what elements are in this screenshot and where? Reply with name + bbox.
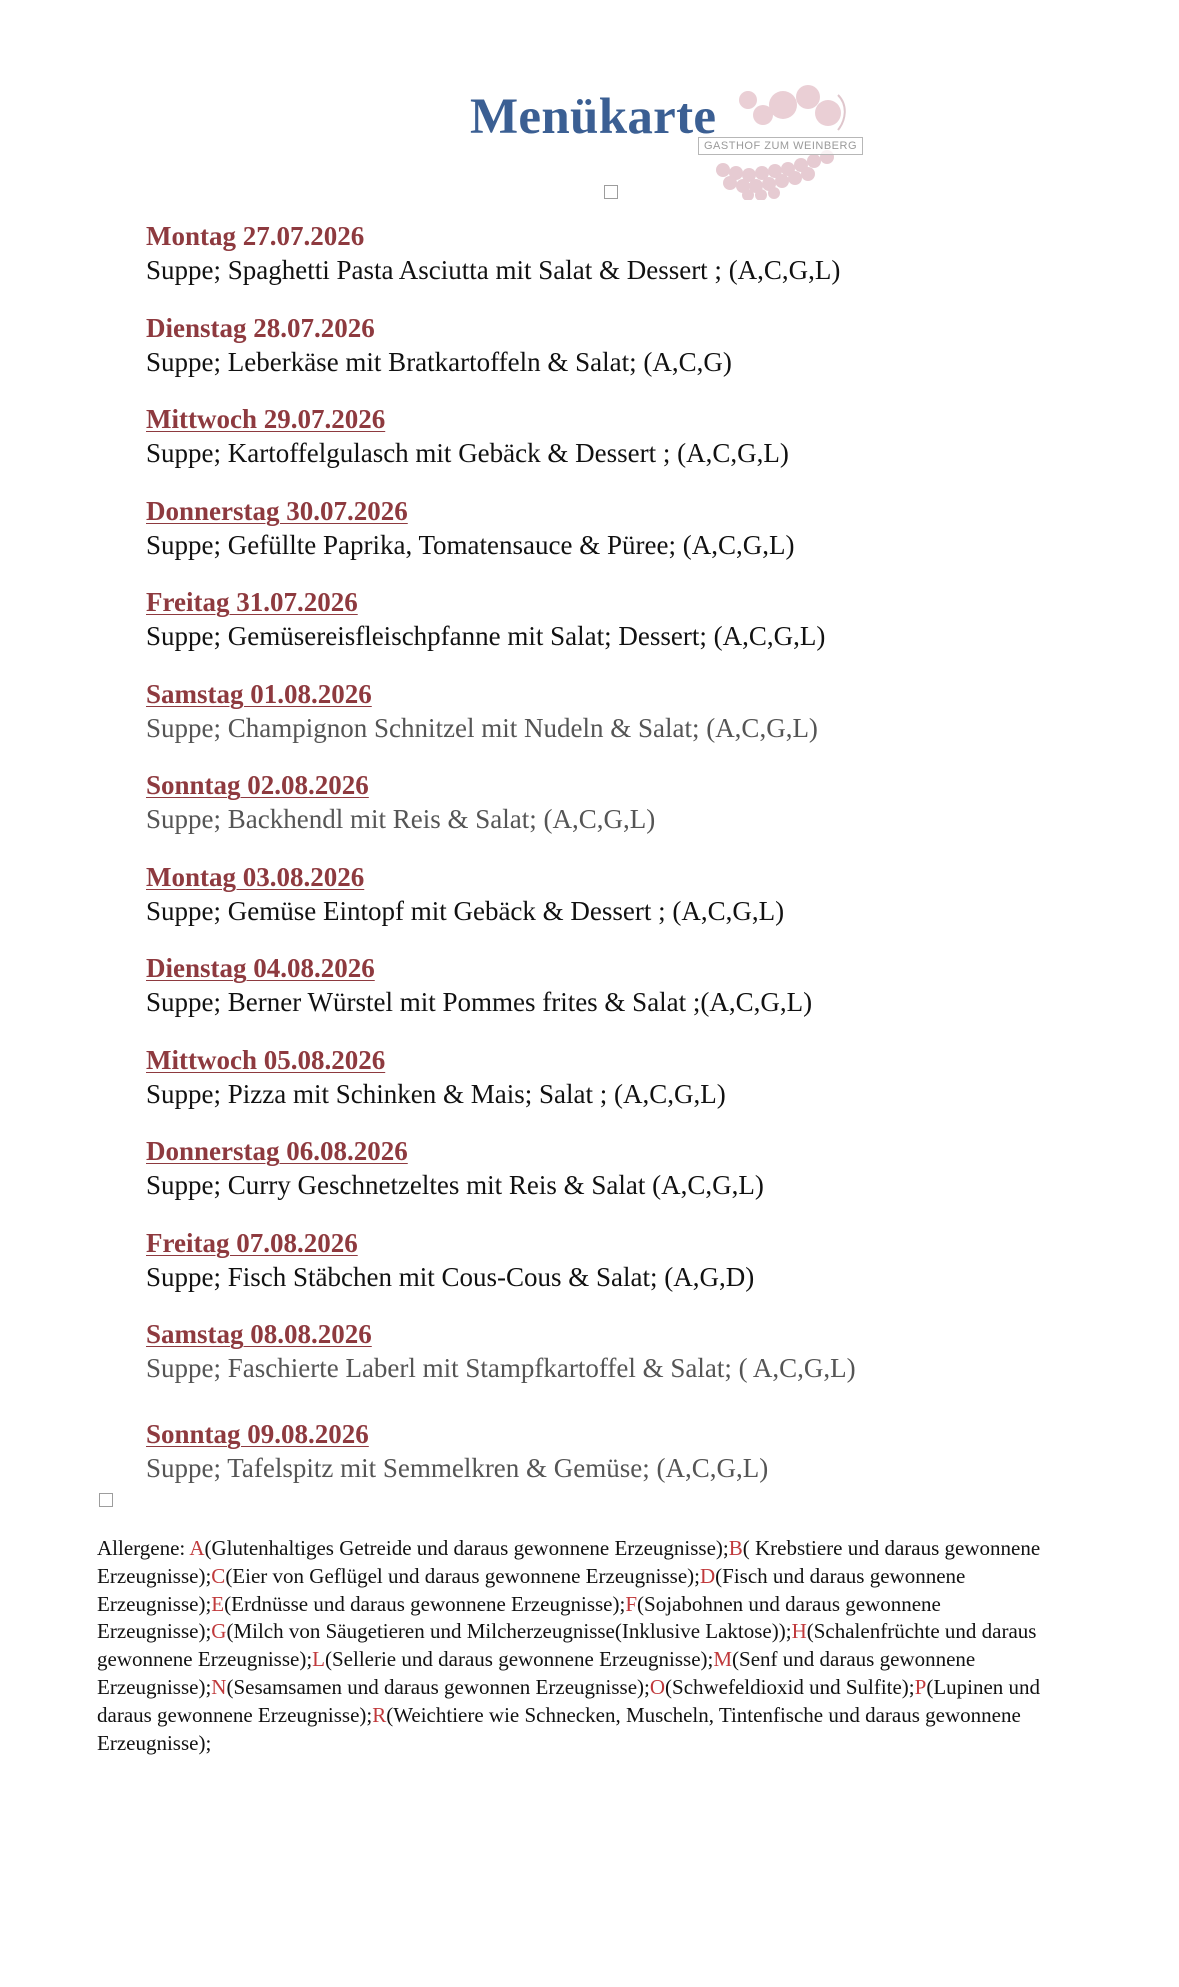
- dish-text: Suppe; Backhendl mit Reis & Salat; (A,C,G,L): [146, 804, 656, 834]
- allergen-description: (Senf und daraus gewonnene Erzeugnisse);: [97, 1647, 976, 1699]
- dish-text: Suppe; Champignon Schnitzel mit Nudeln & Salat; (A,C,G,L): [146, 712, 818, 743]
- dish-text: Suppe; Pizza mit Schinken & Mais; Salat ; (A,C,G,L): [146, 1078, 726, 1109]
- page-title: Menükarte: [470, 89, 717, 145]
- allergen-description: (Erdnüsse und daraus gewonnene Erzeugnisse);: [224, 1591, 626, 1616]
- day-label: Dienstag 28.07.2026: [146, 312, 375, 343]
- allergen-description: (Schalenfrüchte und daraus gewonnene Erzeugnisse);: [97, 1619, 1037, 1672]
- logo-text: GASTHOF ZUM WEINBERG: [698, 137, 863, 155]
- allergen-letter: P: [914, 1674, 927, 1699]
- allergen-letter: L: [312, 1647, 325, 1672]
- allergen-description: (Schwefeldioxid und Sulfite);: [665, 1674, 915, 1699]
- dish-text: Suppe; Gemüse Eintopf mit Gebäck & Dessert ; (A,C,G,L): [146, 895, 785, 926]
- allergen-letter: N: [211, 1674, 227, 1699]
- day-entry: [146, 861, 1106, 953]
- day-label: Mittwoch 05.08.2026: [146, 1044, 386, 1075]
- menu-list: [146, 220, 1106, 1509]
- day-label: Donnerstag 06.08.2026: [146, 1136, 408, 1166]
- day-label: Mittwoch 29.07.2026: [146, 404, 386, 434]
- allergen-letter: A: [189, 1536, 205, 1560]
- day-label: Samstag 01.08.2026: [146, 678, 372, 709]
- allergen-letter: F: [625, 1591, 638, 1616]
- day-entry: [146, 678, 1106, 770]
- day-label: Samstag 08.08.2026: [146, 1319, 372, 1349]
- day-label: Freitag 31.07.2026: [146, 587, 358, 617]
- allergen-letter: R: [372, 1702, 387, 1727]
- allergen-description: (Eier von Geflügel und daraus gewonnene Erzeugnisse);: [225, 1563, 700, 1588]
- day-label: Montag 27.07.2026: [146, 221, 365, 251]
- day-label: Donnerstag 30.07.2026: [146, 495, 408, 526]
- placeholder-box-top: [604, 185, 618, 199]
- day-label: Sonntag 09.08.2026: [146, 1418, 369, 1449]
- allergen-description: (Sesamsamen und daraus gewonnen Erzeugnisse);: [226, 1674, 650, 1699]
- day-entry: [146, 586, 1106, 678]
- day-entry: [146, 952, 1106, 1044]
- allergen-letter: D: [699, 1563, 716, 1588]
- allergen-letter: B: [728, 1536, 743, 1560]
- day-entry: [146, 220, 1106, 312]
- allergen-description: (Milch von Säugetieren und Milcherzeugnisse(Inklusive Laktose));: [226, 1619, 792, 1644]
- dish-text: Suppe; Faschierte Laberl mit Stampfkartoffel & Salat; ( A,C,G,L): [146, 1353, 856, 1383]
- day-label: Dienstag 04.08.2026: [146, 953, 375, 983]
- day-entry: [146, 495, 1106, 587]
- dish-text: Suppe; Tafelspitz mit Semmelkren & Gemüse; (A,C,G,L): [146, 1452, 769, 1483]
- day-entry: [146, 1318, 1106, 1410]
- allergen-letter: M: [713, 1647, 733, 1672]
- allergen-description: (Fisch und daraus gewonnene Erzeugnisse);: [97, 1563, 966, 1616]
- allergen-description: ( Krebstiere und daraus gewonnene Erzeugnisse);: [97, 1536, 1041, 1588]
- dish-text: Suppe; Fisch Stäbchen mit Cous-Cous & Salat; (A,G,D): [146, 1261, 755, 1292]
- day-label: Freitag 07.08.2026: [146, 1227, 358, 1258]
- allergen-prefix: Allergene:: [97, 1536, 190, 1560]
- dish-text: Suppe; Gemüsereisfleischpfanne mit Salat; Dessert; (A,C,G,L): [146, 621, 826, 651]
- allergen-letter: H: [791, 1619, 807, 1644]
- dish-text: Suppe; Kartoffelgulasch mit Gebäck & Dessert ; (A,C,G,L): [146, 438, 789, 468]
- allergen-description: (Lupinen und daraus gewonnene Erzeugnisse);: [97, 1674, 1041, 1727]
- allergen-description: (Sojabohnen und daraus gewonnene Erzeugnisse);: [97, 1591, 941, 1644]
- allergen-letter: G: [211, 1619, 227, 1644]
- day-label: Sonntag 02.08.2026: [146, 770, 369, 800]
- allergen-description: (Sellerie und daraus gewonnene Erzeugnisse);: [325, 1647, 714, 1672]
- allergen-letter: E: [211, 1591, 225, 1616]
- placeholder-box-bottom: [99, 1493, 113, 1507]
- dish-text: Suppe; Berner Würstel mit Pommes frites & Salat ;(A,C,G,L): [146, 987, 813, 1017]
- dish-text: Suppe; Leberkäse mit Bratkartoffeln & Salat; (A,C,G): [146, 346, 732, 377]
- dish-text: Suppe; Gefüllte Paprika, Tomatensauce & Püree; (A,C,G,L): [146, 529, 795, 560]
- allergen-legend: [97, 1535, 1087, 1757]
- day-entry: [146, 769, 1106, 861]
- day-entry: [146, 1044, 1106, 1136]
- dish-text: Suppe; Spaghetti Pasta Asciutta mit Salat & Dessert ; (A,C,G,L): [146, 255, 841, 285]
- day-entry: [146, 1227, 1106, 1319]
- day-entry: [146, 403, 1106, 495]
- day-entry: [146, 1418, 1106, 1510]
- day-entry: [146, 312, 1106, 404]
- dish-text: Suppe; Curry Geschnetzeltes mit Reis & Salat (A,C,G,L): [146, 1170, 764, 1200]
- day-entry: [146, 1135, 1106, 1227]
- allergen-letter: O: [649, 1674, 666, 1699]
- day-label: Montag 03.08.2026: [146, 861, 365, 892]
- allergen-description: (Glutenhaltiges Getreide und daraus gewonnene Erzeugnisse);: [204, 1536, 729, 1560]
- allergen-description: (Weichtiere wie Schnecken, Muscheln, Tintenfische und daraus gewonnene Erzeugnisse);: [97, 1702, 1021, 1755]
- allergen-letter: C: [211, 1563, 226, 1588]
